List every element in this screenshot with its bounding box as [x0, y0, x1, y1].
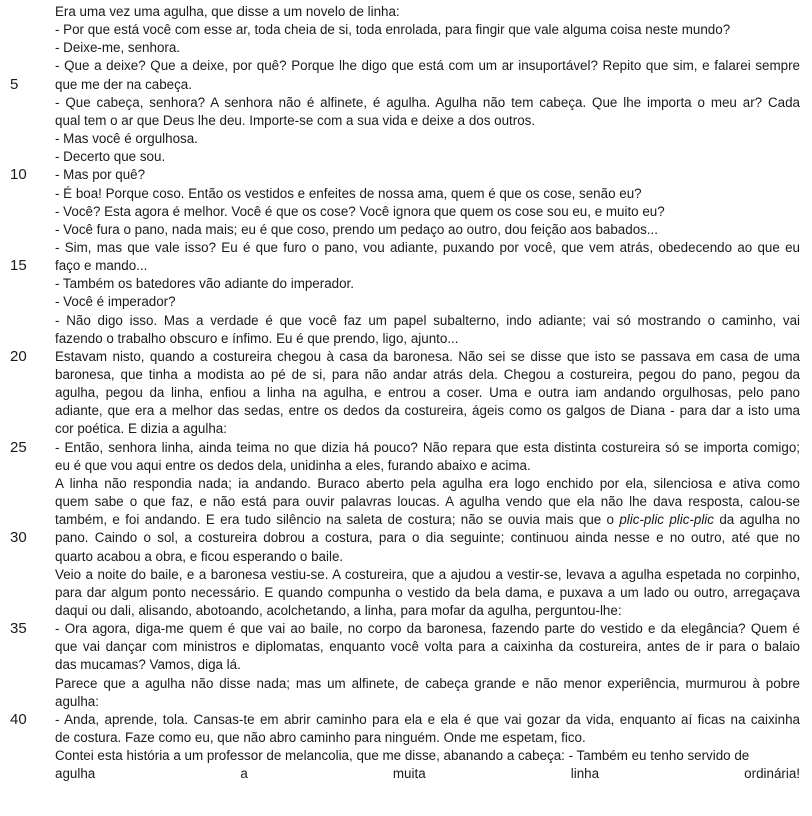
text-line: que me der na cabeça.	[55, 76, 192, 92]
text-line: Veio a noite do baile, e a baronesa vestiu-se. A costureira, que a ajudou a vestir-se, levava a agulha espetada no corpinho,	[55, 566, 800, 582]
text-line: - Mas por quê?	[55, 167, 146, 183]
text-line: - Por que está você com esse ar, toda cheia de si, toda enrolada, para fingir que vale alguma coisa neste mundo?	[55, 22, 731, 38]
line-number: 15	[10, 257, 27, 275]
text-line: agulha a muita linha ordinária!	[55, 766, 800, 782]
line-text: também, e foi andando. E era tudo silêncio na saleta de costura; não se ouvia mais que o	[55, 512, 620, 528]
text-line: Contei esta história a um professor de melancolia, que me disse, abanando a cabeça: - Também eu tenho servido de	[55, 748, 750, 764]
text-line: - Decerto que sou.	[55, 149, 166, 165]
text-line: fazendo o trabalho obscuro e ínfimo. Eu é que prendo, ligo, ajunto...	[55, 330, 459, 346]
text-line: - Você é imperador?	[55, 294, 176, 310]
text-line: eu é que vou aqui entre os dedos dela, unidinha a eles, furando abaixo e acima.	[55, 457, 531, 473]
line-tail: da agulha no	[713, 512, 800, 528]
text-line: - Você? Esta agora é melhor. Você é que os cose? Você ignora que quem os cose sou eu, e muito eu?	[55, 203, 665, 219]
line-number: 35	[10, 620, 27, 638]
text-line: - Mas você é orgulhosa.	[55, 131, 198, 147]
line-number: 40	[10, 710, 27, 728]
text-line: de costura. Faze como eu, que não abro caminho para ninguém. Onde me espetam, fico.	[55, 730, 586, 745]
text-line: - Não digo isso. Mas a verdade é que você faz um papel subalterno, indo adiante; vai só mostrando o caminho, vai	[55, 312, 800, 328]
text-line: - Que cabeça, senhora? A senhora não é alfinete, é agulha. Agulha não tem cabeça. Que lhe importa o meu ar? Cada	[55, 94, 800, 110]
text-line: adiante, que era a melhor das sedas, entre os dedos da costureira, ágeis como os galgos de Diana - para dar a isto uma	[55, 403, 800, 419]
text-line: - Também os batedores vão adiante do imperador.	[55, 276, 354, 292]
text-line	[55, 511, 800, 529]
line-number: 25	[10, 438, 27, 456]
text-line: agulha:	[55, 693, 99, 709]
text-line: - Deixe-me, senhora.	[55, 40, 181, 56]
text-line: para dar algum ponto necessário. E quando compunha o vestido da bela dama, e puxava a um lado ou outro, arregaçava	[55, 584, 800, 600]
text-line: - Que a deixe? Que a deixe, por quê? Porque lhe digo que está com um ar insuportável? Repito que sim, e falarei sempre	[55, 58, 800, 74]
text-line: A linha não respondia nada; ia andando. Buraco aberto pela agulha era logo enchido por ela, silenciosa e ativa como	[55, 475, 800, 491]
text-line: - Você fura o pano, nada mais; eu é que coso, prendo um pedaço ao outro, dou feição aos babados...	[55, 221, 658, 237]
text-line: baronesa, que tinha a modista ao pé de si, para não andar atrás dela. Chegou a costureira, pegou do pano, pegou da	[55, 367, 800, 382]
line-number: 30	[10, 529, 27, 547]
text-line: das mucamas? Vamos, diga lá.	[55, 657, 241, 673]
text-line: - Então, senhora linha, ainda teima no que dizia há pouco? Não repara que esta distinta costureira só se importa comigo;	[55, 439, 800, 455]
text-line: cor poética. E dizia a agulha:	[55, 421, 227, 437]
text-line: daqui ou dali, alisando, abotoando, acolchetando, a linha, para mofar da agulha, perguntou-lhe:	[55, 602, 622, 618]
text-line: que vai dançar com ministros e diplomatas, enquanto você volta para a caixinha da costureira, antes de ir para o balaio	[55, 639, 800, 655]
text-line: agulha, pegou da linha, enfiou a linha na agulha, e entrou a coser. Uma e outra iam andando orgulhosas, pelo pano	[55, 385, 800, 401]
text-line: - Ora agora, diga-me quem é que vai ao baile, no corpo da baronesa, fazendo parte do vestido e da elegância? Quem é	[55, 621, 800, 637]
text-line: qual tem o ar que Deus lhe deu. Importe-se com a sua vida e deixe a dos outros.	[55, 112, 536, 128]
text-line: pano. Caindo o sol, a costureira dobrou a costura, para o dia seguinte; continuou ainda nesse e no outro, até que no	[55, 530, 800, 546]
text-line: quarto acabou a obra, e ficou esperando o baile.	[55, 548, 344, 564]
text-line: quem sabe o que faz, e não está para ouvir palavras loucas. A agulha vendo que ela não lhe dava resposta, calou-se	[55, 494, 800, 510]
text-line: Parece que a agulha não disse nada; mas um alfinete, de cabeça grande e não menor experiência, murmurou à pobre	[55, 675, 800, 691]
text-line: Estavam nisto, quando a costureira chegou à casa da baronesa. Não sei se disse que isto se passava em casa de uma	[55, 348, 800, 364]
text-line: - Anda, aprende, tola. Cansas-te em abrir caminho para ela e ela é que vai gozar da vida, enquanto aí ficas na caixinha	[55, 711, 800, 727]
italic-sound: plic-plic plic-plic	[619, 512, 714, 528]
text-line: faço e mando...	[55, 258, 148, 274]
text-line: - Sim, mas que vale isso? Eu é que furo o pano, vou adiante, puxando por você, que vem atrás, obedecendo ao que eu	[55, 239, 800, 255]
text-line: - É boa! Porque coso. Então os vestidos e enfeites de nossa ama, quem é que os cose, senão eu?	[55, 185, 642, 201]
text-line: Era uma vez uma agulha, que disse a um novelo de linha:	[55, 4, 400, 19]
line-number: 10	[10, 166, 27, 184]
line-number: 20	[10, 347, 27, 365]
line-number: 5	[10, 75, 19, 93]
